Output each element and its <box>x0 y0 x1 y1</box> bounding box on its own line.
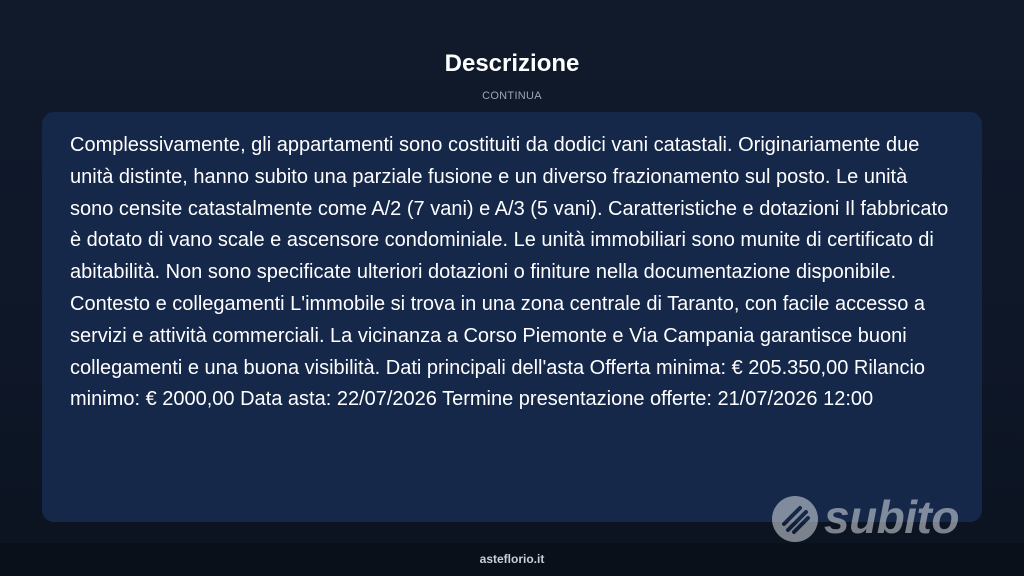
continue-label: CONTINUA <box>482 90 542 102</box>
page-title: Descrizione <box>444 50 580 77</box>
description-text: Complessivamente, gli appartamenti sono costituiti da dodici vani catastali. Originariamente due unità distinte, hanno subito una parziale fusione e un diverso frazionamento sul posto. Le unità sono censite catastalmente come A/2 (7 vani) e A/3 (5 vani). Caratteristiche e dotazioni Il fabbricato è dotato di vano scale e ascensore condominiale. Le unità immobiliari sono munite di certificato di abitabilità. Non sono specificate ulteriori dotazioni o finiture nella documentazione disponibile. Contesto e collegamenti L'immobile si trova in una zona centrale di Taranto, con facile accesso a servizi e attività commerciali. La vicinanza a Corso Piemonte e Via Campania garantisce buoni collegamenti e una buona visibilità. Dati principali dell'asta Offerta minima: € 205.350,00 Rilancio minimo: € 2000,00 Data asta: 22/07/2026 Termine presentazione offerte: 21/07/2026 12:00 <box>70 134 949 411</box>
subito-logo-icon <box>770 494 820 544</box>
description-card <box>42 112 982 522</box>
subito-logo-text: subito <box>824 491 959 543</box>
footer-site-label: asteflorio.it <box>479 552 545 566</box>
subito-watermark <box>770 488 976 548</box>
